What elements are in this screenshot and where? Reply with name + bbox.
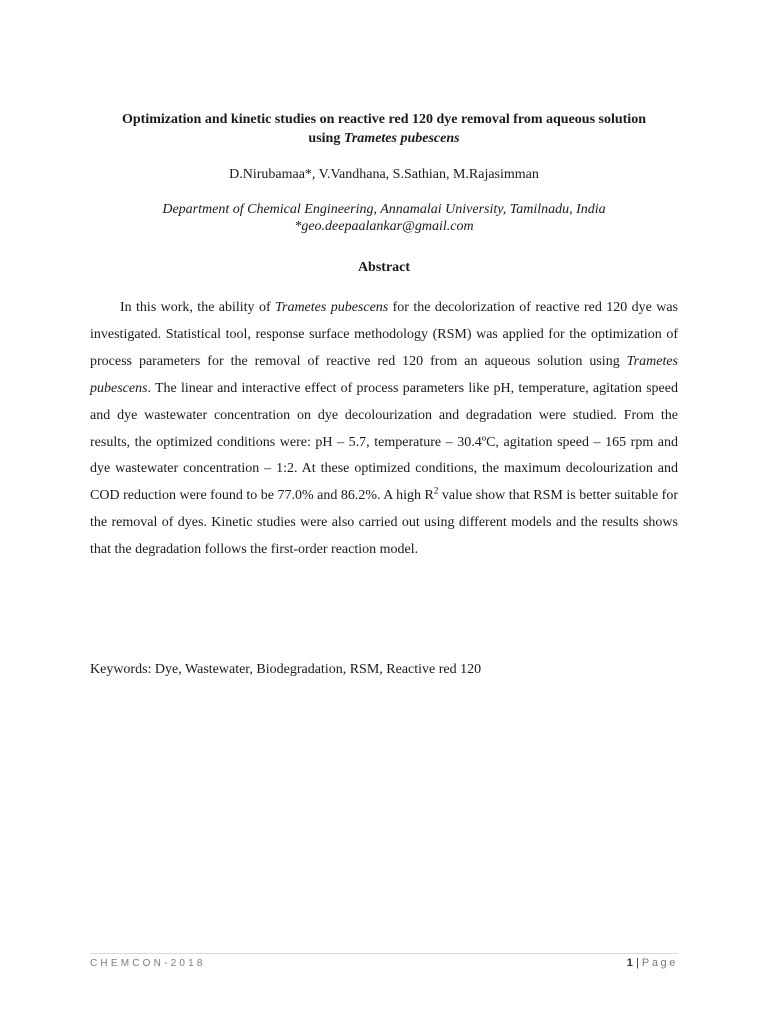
title-line-1: Optimization and kinetic studies on reactive red 120 dye removal from aqueous solution [122, 112, 646, 127]
corresponding-email: *geo.deepaalankar@gmail.com [294, 219, 474, 234]
footer-page-indicator [627, 957, 678, 969]
abstract-text-2: for the decolorization of reactive red 120 dye was investigated. Statistical tool, response surface methodology (RSM) was applied for the optimization of process parameters for the removal of reactive red 120 from an aqueous solution using [90, 300, 678, 369]
title-species-name: Trametes pubescens [343, 131, 460, 146]
keywords-line: Keywords: Dye, Wastewater, Biodegradation, RSM, Reactive red 120 [90, 662, 482, 677]
abstract-species-1: Trametes pubescens [274, 300, 389, 315]
page-number: 1 [626, 957, 633, 969]
abstract-text-4: value show that RSM is better suitable for the removal of dyes. Kinetic studies were also carried out using different models and the results shows that the degradation follows the first-order reaction model. [90, 488, 678, 558]
footer-divider [90, 953, 678, 954]
page-separator: | [632, 957, 642, 969]
r-squared-superscript: 2 [433, 485, 439, 496]
abstract-body [90, 295, 678, 564]
footer-conference-name: CHEMCON-2018 [90, 958, 206, 969]
paper-title [90, 110, 678, 148]
page-label: Page [641, 957, 678, 969]
author-list: D.Nirubamaa*, V.Vandhana, S.Sathian, M.Rajasimman [229, 167, 539, 182]
abstract-text-1: In this work, the ability of [120, 300, 275, 315]
abstract-species-2: Trametes pubescens [90, 353, 678, 396]
abstract-text-3: . The linear and interactive effect of process parameters like pH, temperature, agitation speed and dye wastewater concentration on dye decolourization and degradation were studied. From the results, the optimized conditions were: pH – 5.7, temperature – 30.4ºC, agitation speed – 165 rpm and dye wastewater concentration – 1:2. At these optimized conditions, the maximum decolourization and COD reduction were found to be 77.0% and 86.2%. A high R [90, 380, 678, 504]
affiliation: Department of Chemical Engineering, Annamalai University, Tamilnadu, India [162, 202, 606, 217]
affiliation-block [90, 201, 678, 235]
title-line-2-prefix: using [308, 131, 344, 146]
abstract-heading: Abstract [357, 260, 411, 275]
